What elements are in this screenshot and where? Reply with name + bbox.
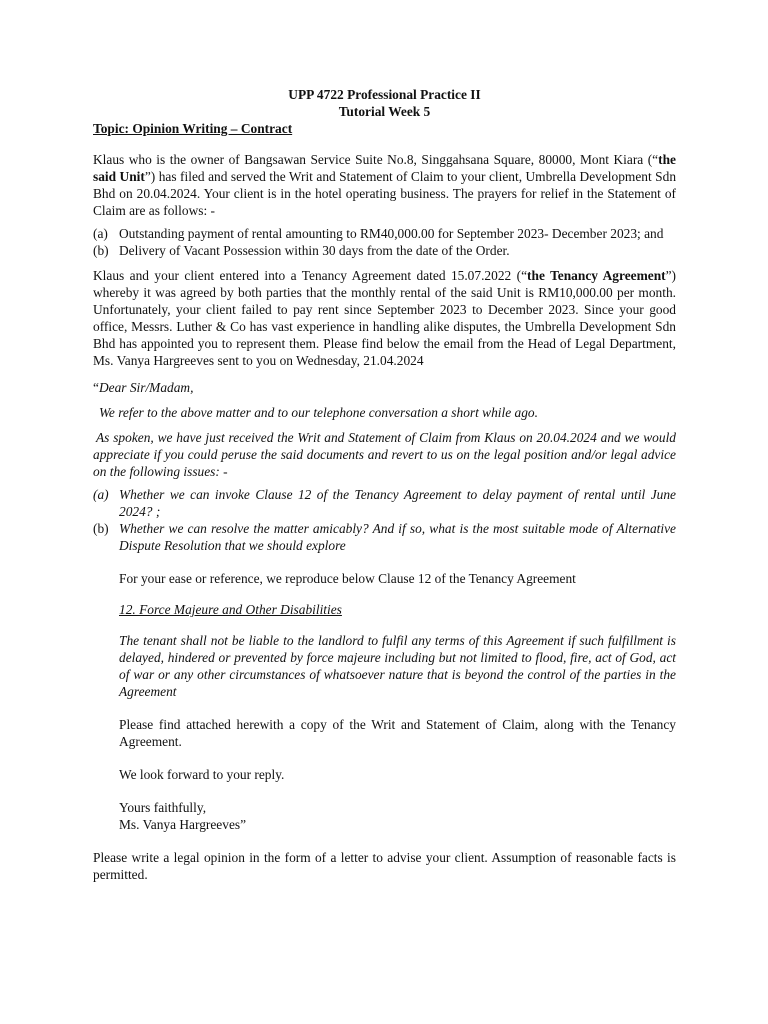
- list-item: [93, 486, 676, 520]
- list-item-label: (b): [93, 243, 109, 258]
- reply-note: We look forward to your reply.: [119, 767, 285, 782]
- document-body: [93, 86, 676, 883]
- list-item-text: Outstanding payment of rental amounting to RM40,000.00 for September 2023- December 2023; and: [119, 226, 664, 241]
- tenancy-text-2: ”) whereby it was agreed by both parties that the monthly rental of the said Unit is RM10,000.00 per month. Unfortunately, your client failed to pay rent since September 2023 to December 2023. Since your good office, Messrs. Luther & Co has vast experience in handling alike disputes, the Umbrella Development Sdn Bhd has appointed you to represent them. Please find below the email from the Head of Legal Department, Ms. Vanya Hargreeves sent to you on Wednesday, 21.04.2024: [93, 268, 677, 368]
- clause-intro: For your ease or reference, we reproduce below Clause 12 of the Tenancy Agreement: [119, 571, 576, 586]
- intro-bold-term: the said Unit: [93, 152, 676, 184]
- list-item-label: (a): [93, 487, 109, 502]
- tenancy-bold-term: the Tenancy Agreement: [527, 268, 666, 283]
- tenancy-text-1: Klaus and your client entered into a Tenancy Agreement dated 15.07.2022 (“: [93, 268, 528, 283]
- list-item-label: (b): [93, 521, 109, 536]
- intro-paragraph: [93, 151, 676, 219]
- issues-list: [93, 486, 676, 554]
- list-item-text: Whether we can invoke Clause 12 of the Tenancy Agreement to delay payment of rental until June 2024? ;: [119, 487, 676, 519]
- list-item-label: (a): [93, 226, 108, 241]
- course-title: UPP 4722 Professional Practice II: [288, 87, 481, 102]
- email-open-quote: “: [93, 380, 99, 395]
- email-salutation: [93, 379, 676, 396]
- intro-text-1: Klaus who is the owner of Bangsawan Service Suite No.8, Singgahsana Square, 80000, Mont Kiara (“: [93, 152, 659, 167]
- list-item: [93, 242, 676, 259]
- clause-title: 12. Force Majeure and Other Disabilities: [119, 602, 342, 617]
- prayers-list: [93, 225, 676, 259]
- email-paragraph-1: We refer to the above matter and to our telephone conversation a short while ago.: [99, 405, 538, 420]
- clause-text: The tenant shall not be liable to the landlord to fulfil any terms of this Agreement if such fulfillment is delayed, hindered or prevented by force majeure including but not limited to flood, fire, act of God, act of war or any other circumstances of whatsoever nature that is beyond the control of the parties in the Agreement: [119, 633, 676, 699]
- list-item-text: Whether we can resolve the matter amicably? And if so, what is the most suitable mode of Alternative Dispute Resolution that we should explore: [119, 521, 676, 553]
- tutorial-title: Tutorial Week 5: [338, 104, 431, 119]
- intro-text-2: ”) has filed and served the Writ and Statement of Claim to your client, Umbrella Development Sdn Bhd on 20.04.2024. Your client is in the hotel operating business. The prayers for relief in the Statement of Claim are as follows: -: [93, 169, 677, 218]
- salutation-text: Dear Sir/Madam,: [98, 380, 194, 395]
- closing-line: Yours faithfully,: [119, 800, 207, 815]
- tenancy-paragraph: [93, 267, 676, 369]
- email-paragraph-2: As spoken, we have just received the Writ and Statement of Claim from Klaus on 20.04.2024 and we would appreciate if you could peruse the said documents and revert to us on the legal position and/or legal advice on the following issues: -: [93, 430, 676, 479]
- list-item-text: Delivery of Vacant Possession within 30 days from the date of the Order.: [119, 243, 510, 258]
- signature-line: Ms. Vanya Hargreeves”: [119, 817, 247, 832]
- list-item: [93, 520, 676, 554]
- instruction-paragraph: Please write a legal opinion in the form of a letter to advise your client. Assumption of reasonable facts is permitted.: [93, 850, 676, 882]
- topic-heading: Topic: Opinion Writing – Contract: [93, 121, 293, 136]
- list-item: [93, 225, 676, 242]
- attached-note: Please find attached herewith a copy of the Writ and Statement of Claim, along with the Tenancy Agreement.: [119, 717, 676, 749]
